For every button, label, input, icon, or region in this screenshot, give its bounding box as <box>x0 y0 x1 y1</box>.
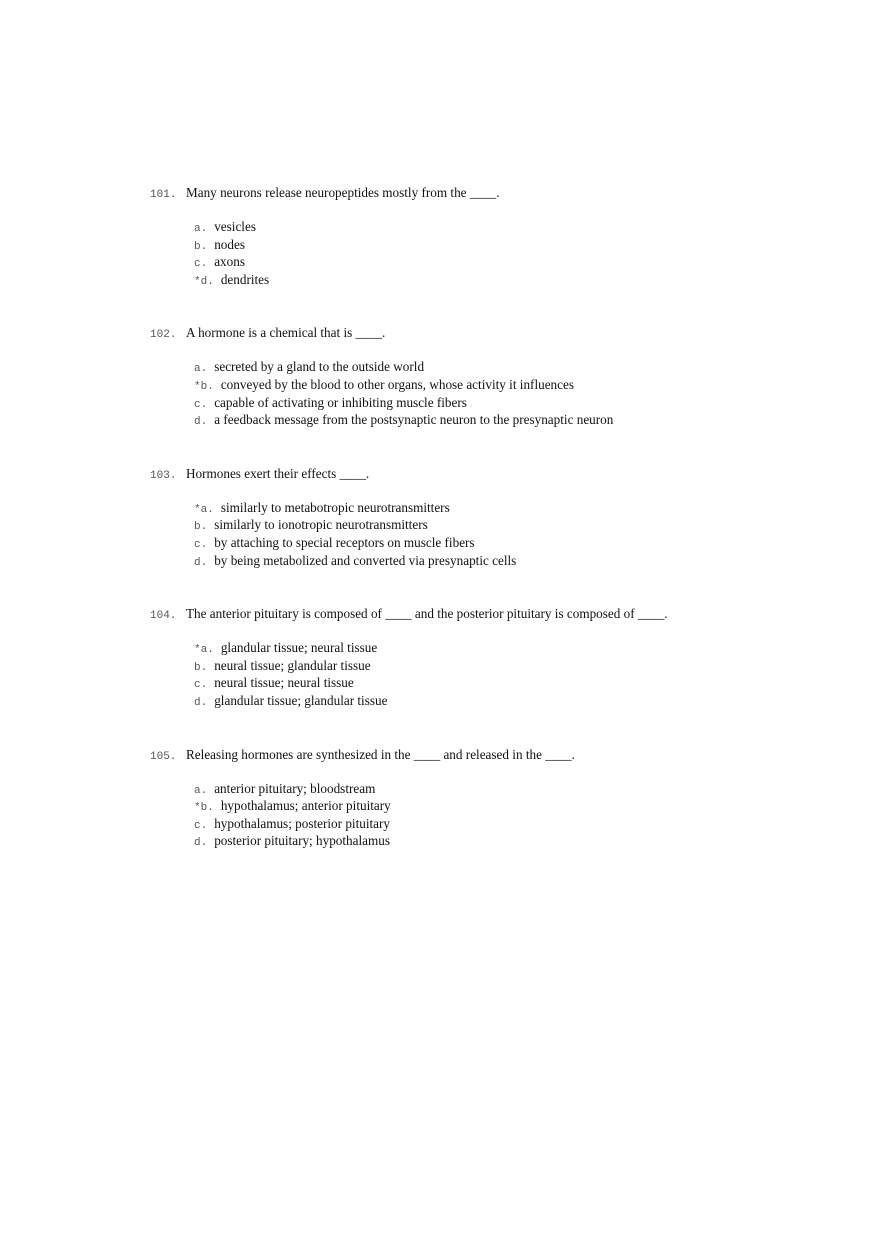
answer-option <box>194 253 850 271</box>
option-letter: c. <box>194 258 208 271</box>
answer-option <box>194 411 850 429</box>
answer-options <box>150 499 850 569</box>
question-list <box>150 182 850 884</box>
option-letter: *a. <box>194 644 214 657</box>
question-text: Hormones exert their effects ____. <box>186 465 370 481</box>
option-text: similarly to metabotropic neurotransmitters <box>220 499 450 515</box>
answer-option <box>194 674 850 692</box>
option-text: conveyed by the blood to other organs, whose activity it influences <box>220 376 574 392</box>
option-text: glandular tissue; neural tissue <box>220 640 378 656</box>
answer-option <box>194 832 850 850</box>
answer-options <box>150 639 850 709</box>
option-letter: *b. <box>194 802 214 815</box>
option-text: hypothalamus; posterior pituitary <box>214 815 391 831</box>
answer-option <box>194 516 850 534</box>
answer-option <box>194 780 850 798</box>
option-letter: c. <box>194 679 208 692</box>
option-letter: a. <box>194 363 208 376</box>
question-line <box>150 463 850 485</box>
option-letter: d. <box>194 837 208 850</box>
answer-option <box>194 692 850 710</box>
question-number: 104. <box>150 610 177 623</box>
question-line <box>150 322 850 344</box>
answer-option <box>194 499 850 517</box>
answer-option <box>194 394 850 412</box>
option-letter: d. <box>194 416 208 429</box>
question-number: 103. <box>150 469 177 482</box>
option-text: glandular tissue; glandular tissue <box>214 692 388 708</box>
option-letter: c. <box>194 538 208 551</box>
question-number: 102. <box>150 329 177 342</box>
question-text: Releasing hormones are synthesized in the ____ and released in the ____. <box>186 746 575 762</box>
question-105 <box>150 744 850 850</box>
option-text: nodes <box>214 236 245 252</box>
question-text: A hormone is a chemical that is ____. <box>186 325 386 341</box>
option-letter: a. <box>194 223 208 235</box>
question-104 <box>150 603 850 709</box>
answer-option <box>194 534 850 552</box>
option-text: similarly to ionotropic neurotransmitters <box>214 517 428 533</box>
option-text: anterior pituitary; bloodstream <box>214 780 376 796</box>
answer-option <box>194 376 850 394</box>
answer-option <box>194 358 850 376</box>
answer-option <box>194 236 850 254</box>
option-text: axons <box>214 254 245 270</box>
option-text: secreted by a gland to the outside world <box>214 359 425 375</box>
question-text: The anterior pituitary is composed of ____ and the posterior pituitary is composed of ____. <box>186 606 668 622</box>
question-101 <box>150 182 850 288</box>
answer-options <box>150 780 850 850</box>
question-number: 105. <box>150 750 177 763</box>
option-letter: *d. <box>194 275 214 288</box>
option-text: capable of activating or inhibiting muscle fibers <box>214 394 467 410</box>
option-letter: *a. <box>194 503 214 516</box>
answer-options <box>150 218 850 288</box>
question-line <box>150 744 850 766</box>
option-letter: b. <box>194 521 208 534</box>
answer-option <box>194 552 850 570</box>
option-text: neural tissue; glandular tissue <box>214 657 371 673</box>
answer-option <box>194 657 850 675</box>
question-102 <box>150 322 850 428</box>
option-text: dendrites <box>220 271 270 287</box>
question-line <box>150 603 850 625</box>
option-letter: c. <box>194 819 208 832</box>
option-text: neural tissue; neural tissue <box>214 675 354 691</box>
option-text: by being metabolized and converted via presynaptic cells <box>214 552 517 568</box>
answer-option <box>194 639 850 657</box>
question-103 <box>150 463 850 569</box>
option-text: posterior pituitary; hypothalamus <box>214 833 391 849</box>
option-text: vesicles <box>214 219 256 234</box>
option-letter: d. <box>194 696 208 709</box>
option-letter: *b. <box>194 380 214 393</box>
option-text: hypothalamus; anterior pituitary <box>220 798 391 814</box>
option-text: a feedback message from the postsynaptic neuron to the presynaptic neuron <box>214 412 614 428</box>
question-text: Many neurons release neuropeptides mostly from the ____. <box>186 185 500 200</box>
option-text: by attaching to special receptors on muscle fibers <box>214 534 475 550</box>
option-letter: b. <box>194 240 208 253</box>
question-number: 101. <box>150 189 177 201</box>
option-letter: a. <box>194 784 208 797</box>
answer-option <box>194 271 850 289</box>
answer-options <box>150 358 850 428</box>
answer-option <box>194 797 850 815</box>
question-line <box>150 182 850 204</box>
answer-option <box>194 218 850 236</box>
answer-option <box>194 815 850 833</box>
option-letter: c. <box>194 398 208 411</box>
option-letter: b. <box>194 661 208 674</box>
option-letter: d. <box>194 556 208 569</box>
